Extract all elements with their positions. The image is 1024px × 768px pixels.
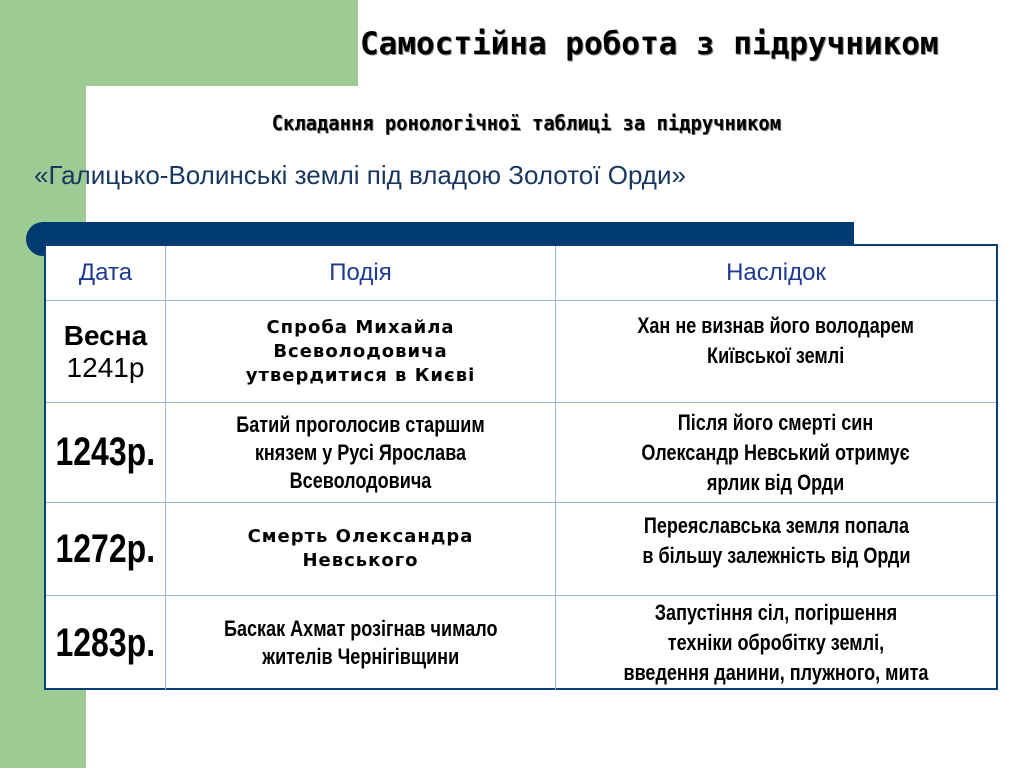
date-line: 1283р. <box>55 620 156 665</box>
header-result: Наслідок <box>726 259 826 286</box>
date-cell <box>46 503 166 595</box>
date-line: 1272р. <box>55 526 156 571</box>
result-cell <box>556 403 996 502</box>
result-line: введення данини, плужного, мита <box>623 660 929 685</box>
table-row <box>46 503 996 596</box>
date-line: 1241р <box>66 351 145 383</box>
event-line: Всеволодовича <box>289 467 432 493</box>
table-row <box>46 596 996 690</box>
date-cell <box>46 403 166 502</box>
green-top-band <box>0 0 358 86</box>
result-line: Київської землі <box>707 343 845 368</box>
event-cell <box>166 503 556 595</box>
event-line: жителів Чернігівщини <box>262 644 459 669</box>
result-line: Переяславська земля попала <box>643 513 909 538</box>
result-cell <box>556 596 996 690</box>
date-line: Весна <box>63 319 148 351</box>
table-header-row <box>46 246 996 301</box>
slide-title: Самостійна робота з підручником <box>360 26 939 62</box>
table-row <box>46 403 996 503</box>
event-line: утвердитися в Києві <box>245 364 476 386</box>
result-line: Після його смерті син <box>678 409 874 435</box>
result-line: техніки обробітку землі, <box>667 630 885 655</box>
result-line: в більшу залежність від Орди <box>641 543 911 568</box>
event-cell <box>166 301 556 402</box>
event-line: Баскак Ахмат розігнав чимало <box>223 616 498 641</box>
header-event: Подія <box>166 246 556 300</box>
result-cell <box>556 301 996 402</box>
chronology-table <box>44 244 998 690</box>
event-line: Всеволодовича <box>273 340 448 362</box>
result-line: ярлик від Орди <box>707 469 845 495</box>
slide-subtitle: Складання ронологічної таблиці за підручником <box>271 111 782 135</box>
event-cell <box>166 596 556 690</box>
date-cell <box>46 301 166 402</box>
event-line: Спроба Михайла <box>266 316 455 338</box>
result-line: Хан не визнав його володарем <box>637 313 915 338</box>
table-row <box>46 301 996 403</box>
result-line: Олександр Невський отримує <box>641 439 911 465</box>
result-line: Запустіння сіл, погіршення <box>654 600 898 625</box>
event-line: Невського <box>302 550 419 571</box>
event-line: князем у Русі Ярослава <box>254 439 467 465</box>
result-cell <box>556 503 996 595</box>
date-cell <box>46 596 166 690</box>
header-date: Дата <box>46 246 166 300</box>
event-line: Батий проголосив старшим <box>236 411 485 437</box>
slide-heading: «Галицько-Волинські землі під владою Золотої Орди» <box>34 160 686 190</box>
event-line: Смерть Олександра <box>247 526 474 547</box>
date-line: 1243р. <box>55 430 156 474</box>
event-cell <box>166 403 556 502</box>
